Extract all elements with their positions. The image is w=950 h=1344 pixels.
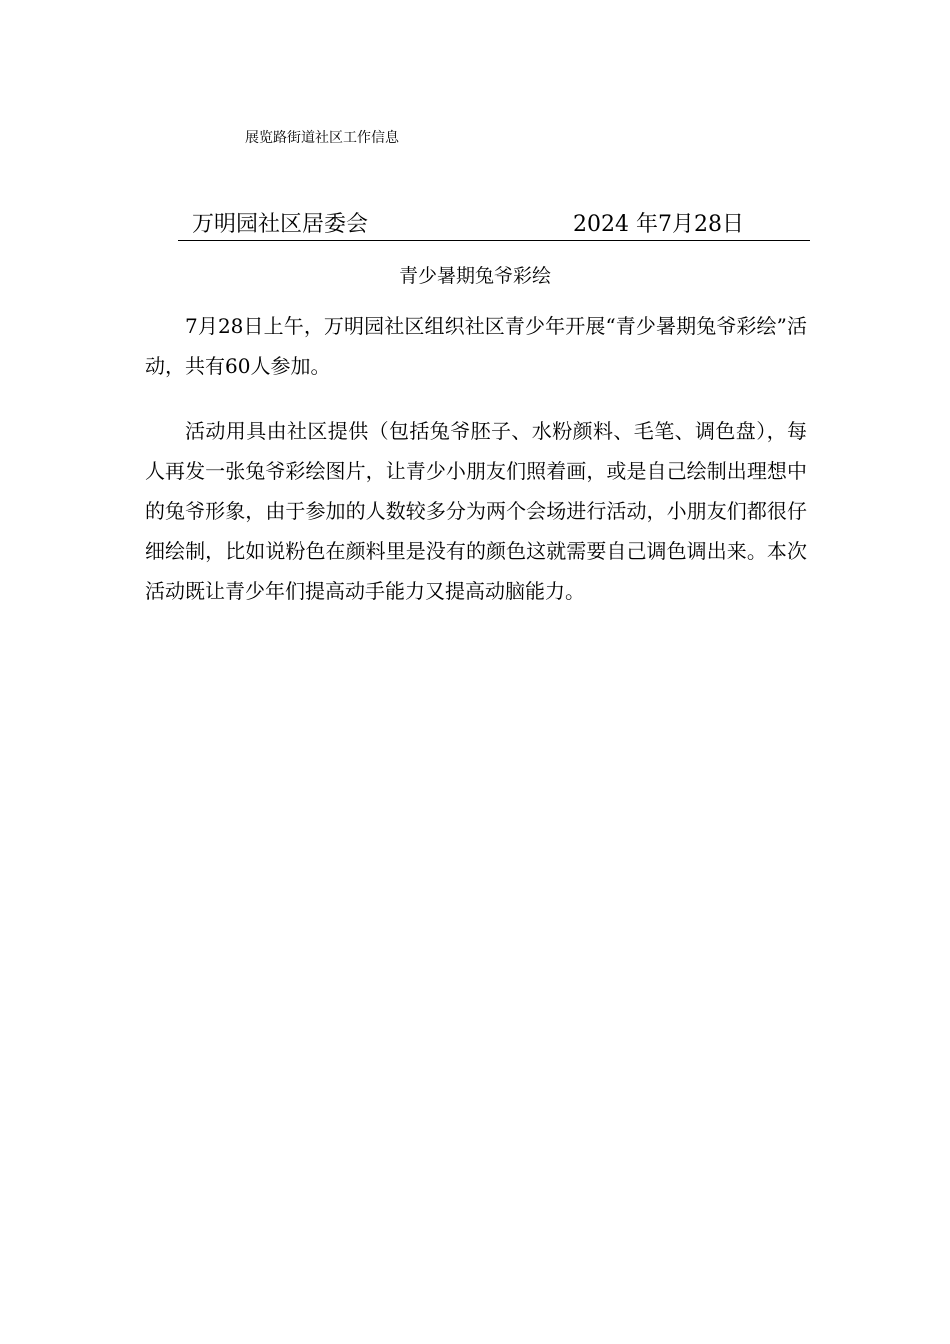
- document-header-label: 展览路街道社区工作信息: [245, 130, 399, 146]
- article-paragraph: 活动用具由社区提供（包括兔爷胚子、水粉颜料、毛笔、调色盘），每人再发一张兔爷彩绘图片，让青少小朋友们照着画，或是自己绘制出理想中的兔爷形象，由于参加的人数较多分为两个会场进行活动，小朋友们都很仔细绘制，比如说粉色在颜料里是没有的颜色这就需要自己调色调出来。本次活动既让青少年们提高动手能力又提高动脑能力。: [145, 419, 807, 603]
- article-paragraph: 7月28日上午，万明园社区组织社区青少年开展“青少暑期兔爷彩绘”活动，共有60人参加。: [145, 314, 807, 378]
- article-title: 青少暑期兔爷彩绘: [398, 265, 551, 287]
- masthead: [178, 210, 810, 241]
- organization-name: 万明园社区居委会: [192, 212, 369, 237]
- publication-date: 2024 年7月28日: [573, 212, 744, 237]
- article-body: [145, 306, 807, 636]
